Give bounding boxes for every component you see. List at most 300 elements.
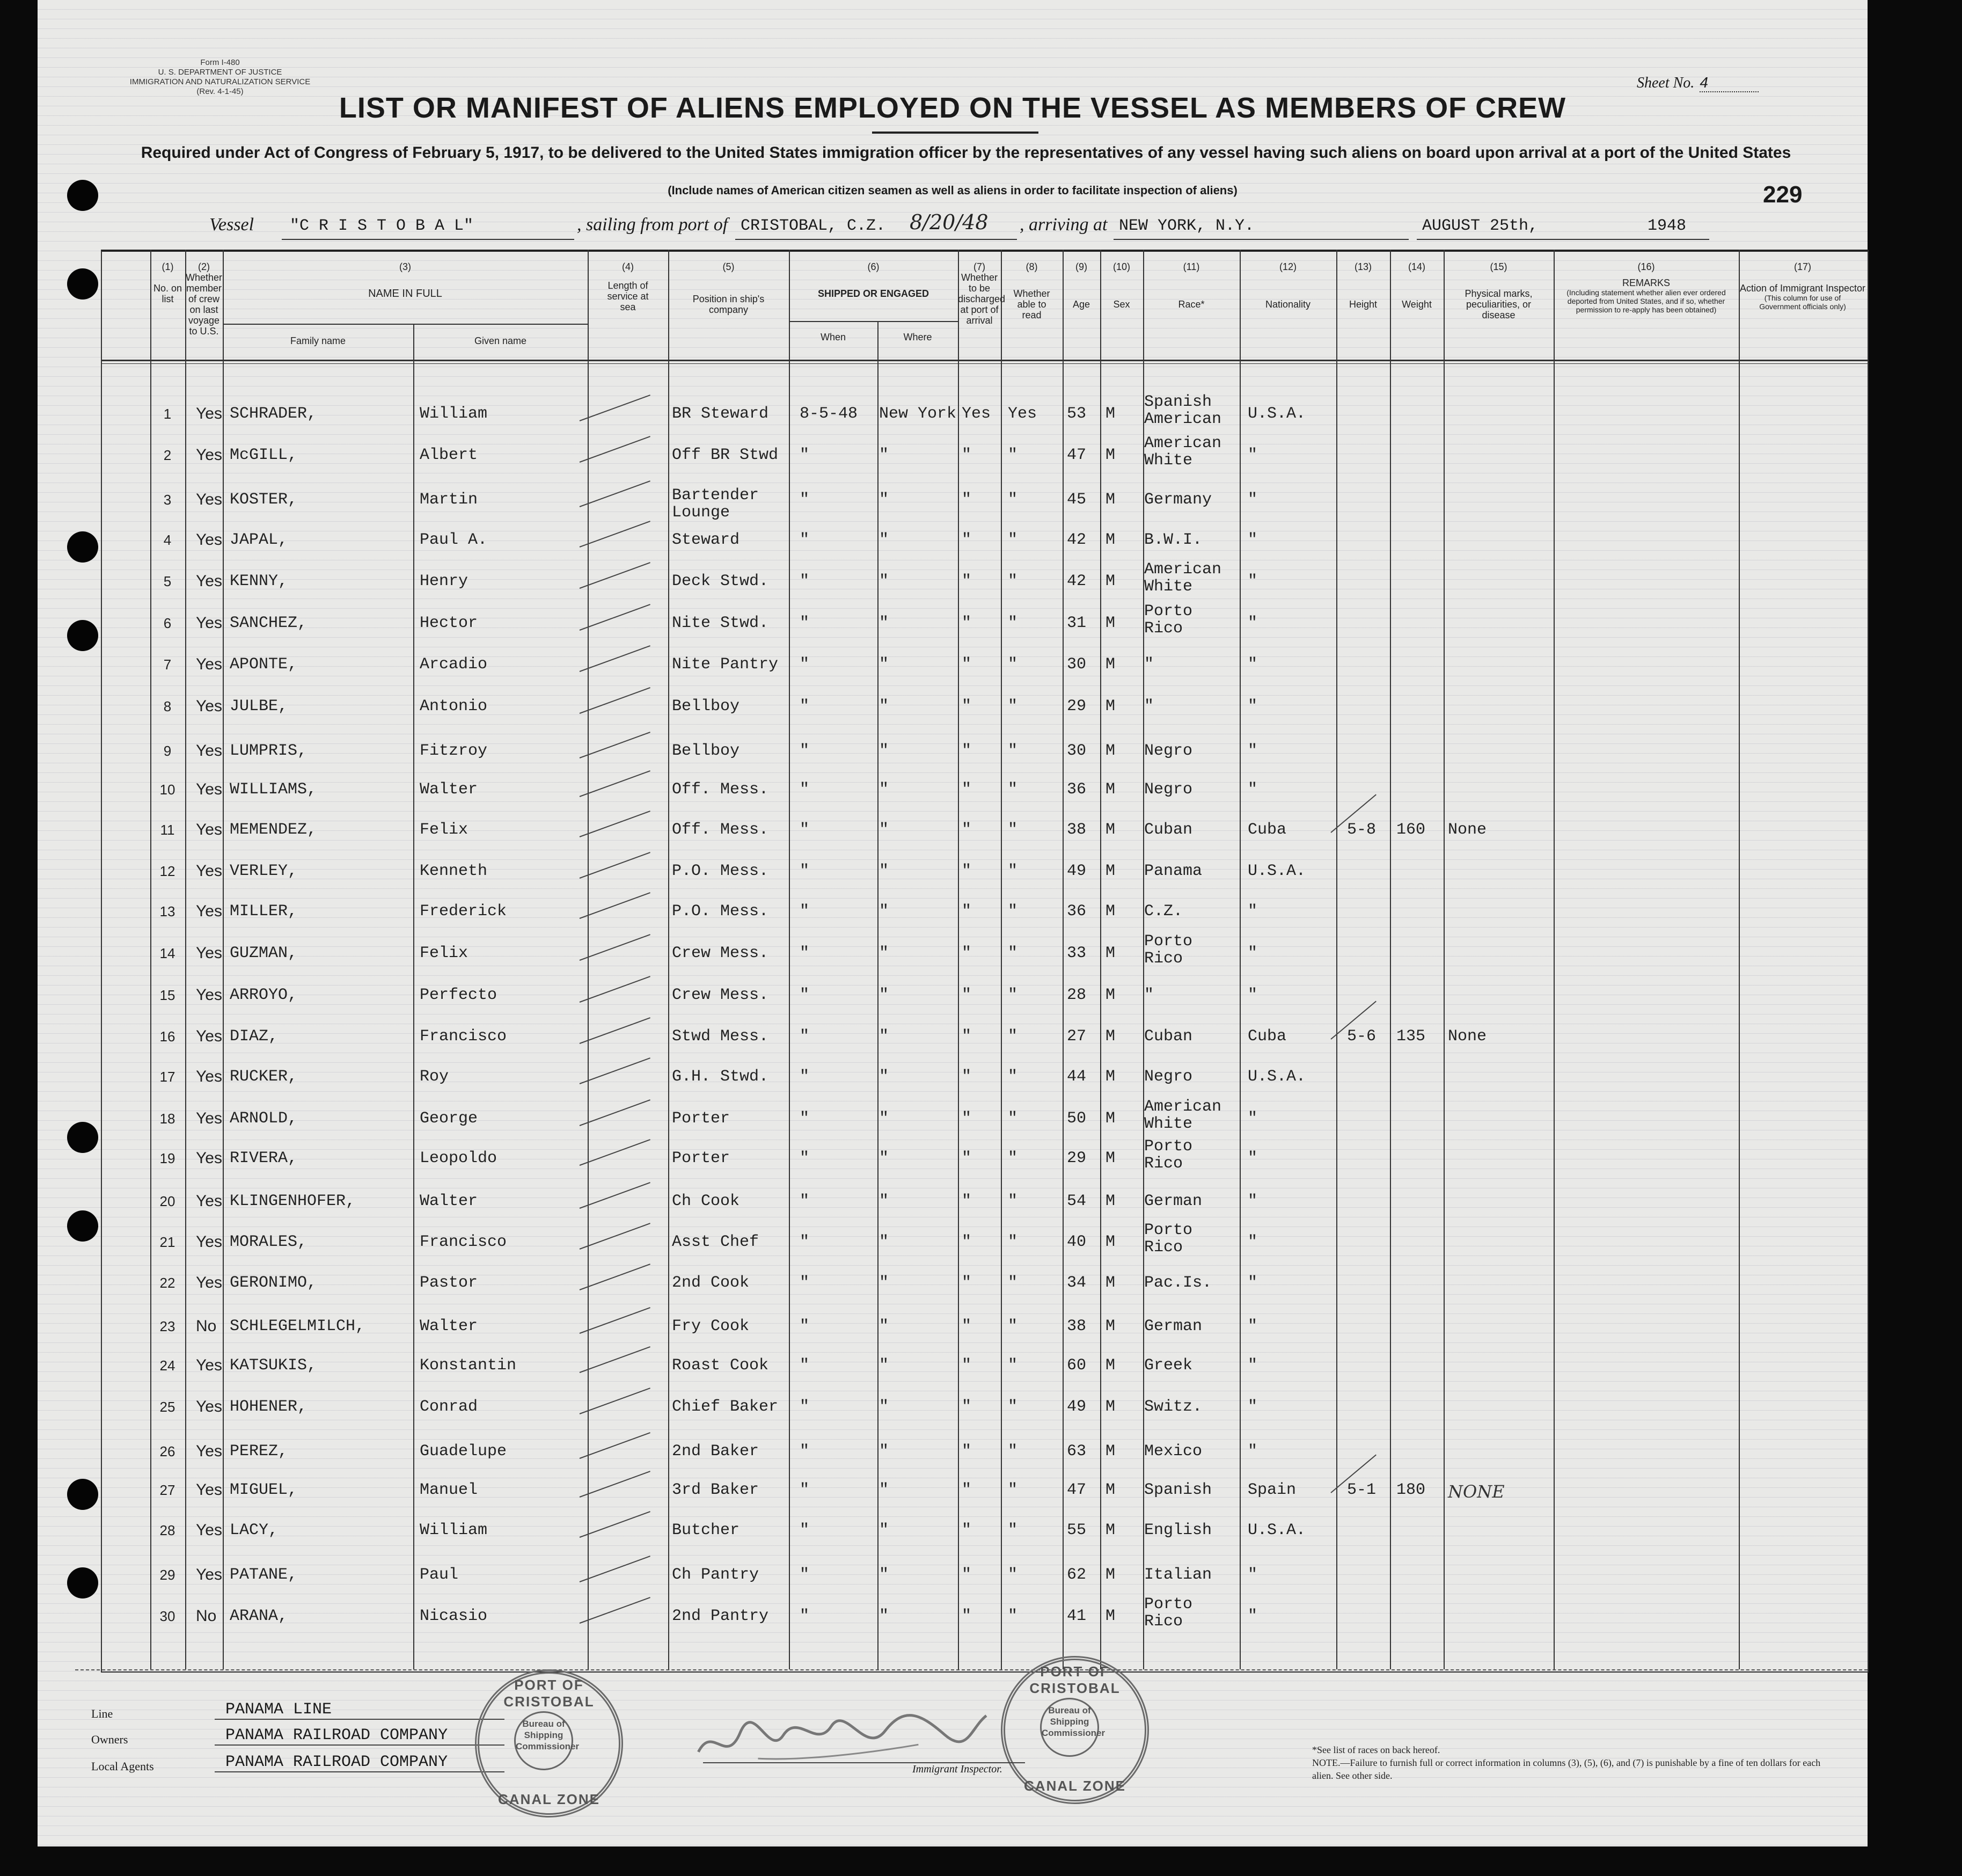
cell-position: Off BR Stwd bbox=[672, 446, 779, 464]
cell-nationality: " bbox=[1248, 1317, 1258, 1335]
cell-nationality: U.S.A. bbox=[1248, 405, 1306, 423]
cell-when: " bbox=[800, 1068, 810, 1086]
cell-discharged: " bbox=[962, 697, 972, 716]
cell-age: 31 bbox=[1067, 614, 1087, 632]
cell-read: " bbox=[1008, 742, 1018, 760]
cell-race: American White bbox=[1144, 1098, 1222, 1133]
cell-read: " bbox=[1008, 944, 1018, 962]
cell-read: " bbox=[1008, 1149, 1018, 1167]
cell-when: " bbox=[800, 1149, 810, 1167]
header-race: (11) Race* bbox=[1178, 261, 1205, 310]
cell-age: 30 bbox=[1067, 655, 1087, 674]
cell-nationality: " bbox=[1248, 1274, 1258, 1292]
arrival-port: NEW YORK, N.Y. bbox=[1119, 217, 1255, 235]
cell-no: 24 bbox=[159, 1357, 175, 1374]
header-shipped: (6) SHIPPED OR ENGAGED bbox=[817, 261, 929, 299]
cell-race: Porto Rico bbox=[1144, 1595, 1193, 1631]
crew-table bbox=[101, 250, 1869, 1673]
cell-where: " bbox=[879, 614, 889, 632]
cell-discharged: " bbox=[962, 1607, 972, 1625]
cell-discharged: " bbox=[962, 1068, 972, 1086]
cell-nationality: Spain bbox=[1248, 1481, 1297, 1499]
cell-sex: M bbox=[1106, 1566, 1116, 1584]
cell-position: Butcher bbox=[672, 1521, 740, 1539]
cell-crew: Yes bbox=[196, 1233, 222, 1251]
cell-family: RUCKER, bbox=[230, 1068, 298, 1086]
cell-given: Felix bbox=[420, 821, 468, 839]
arrival-date: AUGUST 25th, bbox=[1422, 217, 1539, 235]
cell-crew: Yes bbox=[196, 821, 222, 838]
header-crew: (2) Whether member of crew on last voyage to U.S. bbox=[185, 261, 223, 337]
cell-sex: M bbox=[1106, 1481, 1116, 1499]
cell-sex: M bbox=[1106, 1149, 1116, 1167]
sheet-label: Sheet No. bbox=[1637, 75, 1695, 91]
cell-sex: M bbox=[1106, 1068, 1116, 1086]
cell-position: Bartender Lounge bbox=[672, 486, 759, 522]
cell-race: Cuban bbox=[1144, 821, 1193, 839]
cell-race: Mexico bbox=[1144, 1442, 1203, 1461]
cell-where: " bbox=[879, 780, 889, 799]
cell-position: Deck Stwd. bbox=[672, 572, 769, 590]
col-divider bbox=[1063, 250, 1064, 1669]
cell-family: APONTE, bbox=[230, 655, 298, 674]
cell-given: Walter bbox=[420, 1192, 478, 1210]
cell-position: Stwd Mess. bbox=[672, 1027, 769, 1046]
cell-crew: Yes bbox=[196, 902, 222, 920]
cell-when: " bbox=[800, 1027, 810, 1046]
cell-read: " bbox=[1008, 780, 1018, 799]
cell-crew: Yes bbox=[196, 491, 222, 508]
cell-age: 34 bbox=[1067, 1274, 1087, 1292]
cell-age: 30 bbox=[1067, 742, 1087, 760]
col-divider bbox=[1336, 250, 1337, 1669]
sailing-label: , sailing from port of bbox=[577, 215, 728, 235]
cell-position: Bellboy bbox=[672, 742, 740, 760]
col-divider bbox=[1100, 250, 1101, 1669]
cell-no: 1 bbox=[163, 406, 172, 422]
footnote bbox=[1312, 1743, 1838, 1782]
races-note: *See list of races on back hereof. bbox=[1312, 1744, 1440, 1755]
cell-race: American White bbox=[1144, 434, 1222, 470]
cell-where: " bbox=[879, 1027, 889, 1046]
cell-given: Nicasio bbox=[420, 1607, 488, 1625]
cell-position: Crew Mess. bbox=[672, 944, 769, 962]
cell-given: George bbox=[420, 1109, 478, 1128]
col-divider bbox=[668, 250, 669, 1669]
cell-race: Spanish bbox=[1144, 1481, 1212, 1499]
cell-discharged: " bbox=[962, 1109, 972, 1128]
cell-age: 42 bbox=[1067, 531, 1087, 549]
cell-age: 49 bbox=[1067, 1398, 1087, 1416]
cell-age: 55 bbox=[1067, 1521, 1087, 1539]
cell-position: Nite Pantry bbox=[672, 655, 779, 674]
cell-where: " bbox=[879, 1356, 889, 1375]
cell-sex: M bbox=[1106, 572, 1116, 590]
cell-race: Italian bbox=[1144, 1566, 1212, 1584]
shipped-subheader-line bbox=[789, 321, 958, 322]
cell-where: " bbox=[879, 902, 889, 921]
cell-when: 8-5-48 bbox=[800, 405, 858, 423]
cell-family: LACY, bbox=[230, 1521, 279, 1539]
cell-race: " bbox=[1144, 986, 1154, 1004]
cell-sex: M bbox=[1106, 697, 1116, 716]
sheet-value: 4 bbox=[1700, 74, 1759, 92]
cell-position: P.O. Mess. bbox=[672, 902, 769, 921]
punch-hole bbox=[67, 620, 98, 651]
cell-when: " bbox=[800, 697, 810, 716]
cell-race: Cuban bbox=[1144, 1027, 1193, 1046]
header-physical-marks: (15) Physical marks, peculiarities, or disease bbox=[1465, 261, 1533, 320]
cell-discharged: " bbox=[962, 491, 972, 509]
cell-discharged: " bbox=[962, 1027, 972, 1046]
cell-when: " bbox=[800, 1233, 810, 1251]
cell-age: 28 bbox=[1067, 986, 1087, 1004]
col-divider bbox=[1554, 250, 1555, 1669]
cell-nationality: " bbox=[1248, 614, 1258, 632]
cell-position: Fry Cook bbox=[672, 1317, 750, 1335]
cell-read: " bbox=[1008, 1109, 1018, 1128]
cell-where: " bbox=[879, 986, 889, 1004]
cell-where: " bbox=[879, 821, 889, 839]
cell-sex: M bbox=[1106, 1027, 1116, 1046]
cell-position: Porter bbox=[672, 1109, 730, 1128]
cell-crew: Yes bbox=[196, 742, 222, 760]
cell-sex: M bbox=[1106, 1521, 1116, 1539]
table-end-line bbox=[75, 1669, 1868, 1670]
cell-race: Porto Rico bbox=[1144, 1221, 1193, 1257]
cell-position: Roast Cook bbox=[672, 1356, 769, 1375]
cell-crew: Yes bbox=[196, 1566, 222, 1583]
cell-discharged: " bbox=[962, 862, 972, 880]
cell-crew: Yes bbox=[196, 944, 222, 962]
departure-port: CRISTOBAL, C.Z. bbox=[741, 217, 886, 235]
cell-discharged: " bbox=[962, 902, 972, 921]
cell-race: Pac.Is. bbox=[1144, 1274, 1212, 1292]
cell-nationality: Cuba bbox=[1248, 1027, 1287, 1046]
cell-sex: M bbox=[1106, 1233, 1116, 1251]
cell-crew: Yes bbox=[196, 780, 222, 798]
cell-no: 17 bbox=[159, 1069, 175, 1085]
cell-family: ARANA, bbox=[230, 1607, 288, 1625]
port-seal-right: PORT OF CRISTOBAL Bureau of Shipping Commissioner CANAL ZONE bbox=[1001, 1656, 1149, 1804]
cell-family: ARROYO, bbox=[230, 986, 298, 1004]
cell-nationality: " bbox=[1248, 780, 1258, 799]
cell-where: " bbox=[879, 1481, 889, 1499]
header-nationality: (12) Nationality bbox=[1265, 261, 1311, 310]
col-divider bbox=[1390, 250, 1391, 1669]
header-height: (13) Height bbox=[1349, 261, 1378, 310]
cell-discharged: " bbox=[962, 1566, 972, 1584]
cell-where: " bbox=[879, 1233, 889, 1251]
cell-given: Pastor bbox=[420, 1274, 478, 1292]
cell-nationality: " bbox=[1248, 1607, 1258, 1625]
cell-discharged: " bbox=[962, 780, 972, 799]
cell-discharged: " bbox=[962, 655, 972, 674]
cell-given: Antonio bbox=[420, 697, 488, 716]
cell-age: 29 bbox=[1067, 1149, 1087, 1167]
cell-no: 7 bbox=[163, 656, 172, 673]
cell-given: Walter bbox=[420, 780, 478, 799]
cell-race: Switz. bbox=[1144, 1398, 1203, 1416]
cell-no: 12 bbox=[159, 863, 175, 879]
cell-when: " bbox=[800, 572, 810, 590]
cell-family: WILLIAMS, bbox=[230, 780, 317, 799]
cell-given: Paul A. bbox=[420, 531, 488, 549]
title-rule bbox=[872, 132, 1038, 134]
cell-age: 63 bbox=[1067, 1442, 1087, 1461]
cell-when: " bbox=[800, 780, 810, 799]
cell-read: " bbox=[1008, 1481, 1018, 1499]
cell-height: 5-1 bbox=[1347, 1481, 1377, 1499]
cell-position: Crew Mess. bbox=[672, 986, 769, 1004]
cell-read: " bbox=[1008, 1233, 1018, 1251]
cell-family: SCHLEGELMILCH, bbox=[230, 1317, 365, 1335]
cell-family: JAPAL, bbox=[230, 531, 288, 549]
cell-position: Asst Chef bbox=[672, 1233, 759, 1251]
cell-race: " bbox=[1144, 697, 1154, 716]
cell-nationality: " bbox=[1248, 944, 1258, 962]
cell-crew: Yes bbox=[196, 1192, 222, 1210]
cell-family: McGILL, bbox=[230, 446, 298, 464]
cell-where: " bbox=[879, 572, 889, 590]
cell-when: " bbox=[800, 614, 810, 632]
cell-age: 33 bbox=[1067, 944, 1087, 962]
cell-position: Off. Mess. bbox=[672, 821, 769, 839]
cell-sex: M bbox=[1106, 1109, 1116, 1128]
cell-sex: M bbox=[1106, 1398, 1116, 1416]
header-discharged: (7) Whether to be discharged at port of arrival bbox=[958, 261, 1006, 326]
cell-discharged: " bbox=[962, 1481, 972, 1499]
cell-when: " bbox=[800, 491, 810, 509]
cell-where: " bbox=[879, 1192, 889, 1210]
agents-label: Local Agents bbox=[91, 1760, 154, 1773]
cell-read: " bbox=[1008, 1521, 1018, 1539]
cell-nationality: " bbox=[1248, 697, 1258, 716]
cell-no: 16 bbox=[159, 1028, 175, 1045]
cell-crew: No bbox=[196, 1607, 217, 1625]
cell-discharged: " bbox=[962, 1317, 972, 1335]
punch-hole bbox=[67, 531, 98, 563]
cell-read: " bbox=[1008, 491, 1018, 509]
cell-position: Ch Pantry bbox=[672, 1566, 759, 1584]
cell-given: Perfecto bbox=[420, 986, 497, 1004]
cell-crew: Yes bbox=[196, 862, 222, 880]
cell-discharged: " bbox=[962, 1149, 972, 1167]
cell-discharged: " bbox=[962, 531, 972, 549]
port-underline bbox=[735, 239, 1017, 240]
cell-given: Guadelupe bbox=[420, 1442, 507, 1461]
cell-sex: M bbox=[1106, 531, 1116, 549]
cell-position: Ch Cook bbox=[672, 1192, 740, 1210]
cell-no: 5 bbox=[163, 573, 172, 589]
arrival-underline bbox=[1114, 239, 1409, 240]
cell-family: KLINGENHOFER, bbox=[230, 1192, 356, 1210]
page-title: LIST OR MANIFEST OF ALIENS EMPLOYED ON THE VESSEL AS MEMBERS OF CREW bbox=[339, 92, 1566, 124]
cell-sex: M bbox=[1106, 491, 1116, 509]
cell-nationality: U.S.A. bbox=[1248, 862, 1306, 880]
cell-read: " bbox=[1008, 986, 1018, 1004]
cell-family: GUZMAN, bbox=[230, 944, 298, 962]
col-divider bbox=[588, 250, 589, 1669]
cell-race: German bbox=[1144, 1192, 1203, 1210]
col-divider bbox=[1001, 250, 1002, 1669]
cell-given: Roy bbox=[420, 1068, 449, 1086]
cell-age: 47 bbox=[1067, 446, 1087, 464]
cell-sex: M bbox=[1106, 742, 1116, 760]
header-no: (1) No. on list bbox=[153, 261, 182, 304]
cell-position: Steward bbox=[672, 531, 740, 549]
vessel-underline bbox=[282, 239, 574, 240]
cell-read: " bbox=[1008, 572, 1018, 590]
cell-when: " bbox=[800, 655, 810, 674]
cell-nationality: " bbox=[1248, 1233, 1258, 1251]
cell-when: " bbox=[800, 1109, 810, 1128]
vessel-label: Vessel bbox=[209, 215, 254, 235]
col-divider bbox=[1240, 250, 1241, 1669]
cell-crew: Yes bbox=[196, 1027, 222, 1045]
header-read: (8) Whether able to read bbox=[1013, 261, 1050, 320]
cell-crew: Yes bbox=[196, 1149, 222, 1167]
cell-age: 29 bbox=[1067, 697, 1087, 716]
cell-where: " bbox=[879, 1442, 889, 1461]
col-divider bbox=[877, 322, 878, 1669]
penalty-note: NOTE.—Failure to furnish full or correct information in columns (3), (5), (6), and (7) is punishable by a fine of ten dollars for each alien. See other side. bbox=[1312, 1757, 1821, 1781]
cell-position: 3rd Baker bbox=[672, 1481, 759, 1499]
cell-race: Germany bbox=[1144, 491, 1212, 509]
cell-sex: M bbox=[1106, 902, 1116, 921]
cell-discharged: " bbox=[962, 944, 972, 962]
cell-position: Bellboy bbox=[672, 697, 740, 716]
cell-sex: M bbox=[1106, 862, 1116, 880]
cell-age: 60 bbox=[1067, 1356, 1087, 1375]
cell-given: William bbox=[420, 405, 488, 423]
punch-hole bbox=[67, 268, 98, 300]
header-action: (17) Action of Immigrant Inspector (This column for use of Government officials only) bbox=[1739, 261, 1866, 311]
cell-crew: Yes bbox=[196, 405, 222, 422]
manifest-sheet bbox=[38, 0, 1868, 1846]
cell-position: Porter bbox=[672, 1149, 730, 1167]
header-position: (5) Position in ship's company bbox=[692, 261, 765, 315]
cell-discharged: " bbox=[962, 1356, 972, 1375]
cell-race: English bbox=[1144, 1521, 1212, 1539]
cell-race: Porto Rico bbox=[1144, 932, 1193, 968]
cell-given: Martin bbox=[420, 491, 478, 509]
name-subheader-line bbox=[223, 324, 588, 325]
cell-no: 6 bbox=[163, 615, 172, 631]
cell-when: " bbox=[800, 1398, 810, 1416]
cell-read: " bbox=[1008, 1027, 1018, 1046]
cell-read: " bbox=[1008, 1317, 1018, 1335]
cell-no: 2 bbox=[163, 447, 172, 463]
cell-race: German bbox=[1144, 1317, 1203, 1335]
cell-race: American White bbox=[1144, 560, 1222, 596]
cell-when: " bbox=[800, 1607, 810, 1625]
owners-value: PANAMA RAILROAD COMPANY bbox=[225, 1726, 448, 1744]
header-age: (9) Age bbox=[1072, 261, 1090, 310]
cell-crew: Yes bbox=[196, 531, 222, 549]
cell-no: 18 bbox=[159, 1111, 175, 1127]
cell-race: Porto Rico bbox=[1144, 602, 1193, 638]
cell-no: 15 bbox=[159, 987, 175, 1003]
cell-discharged: " bbox=[962, 1521, 972, 1539]
cell-nationality: " bbox=[1248, 742, 1258, 760]
cell-sex: M bbox=[1106, 446, 1116, 464]
cell-family: MIGUEL, bbox=[230, 1481, 298, 1499]
cell-when: " bbox=[800, 1442, 810, 1461]
cell-position: Nite Stwd. bbox=[672, 614, 769, 632]
col-divider bbox=[1739, 250, 1740, 1669]
cell-nationality: " bbox=[1248, 572, 1258, 590]
cell-no: 30 bbox=[159, 1608, 175, 1624]
cell-where: " bbox=[879, 1109, 889, 1128]
cell-when: " bbox=[800, 1274, 810, 1292]
cell-age: 47 bbox=[1067, 1481, 1087, 1499]
cell-sex: M bbox=[1106, 1317, 1116, 1335]
cell-crew: Yes bbox=[196, 1356, 222, 1374]
cell-no: 20 bbox=[159, 1193, 175, 1209]
cell-nationality: " bbox=[1248, 531, 1258, 549]
cell-where: " bbox=[879, 531, 889, 549]
header-name: (3) NAME IN FULL bbox=[368, 261, 442, 300]
cell-read: " bbox=[1008, 821, 1018, 839]
cell-where: New York bbox=[879, 405, 957, 423]
cell-read: Yes bbox=[1008, 405, 1037, 423]
cell-no: 22 bbox=[159, 1275, 175, 1291]
cell-position: 2nd Cook bbox=[672, 1274, 750, 1292]
handwritten-date: 8/20/48 bbox=[910, 210, 989, 234]
cell-race: B.W.I. bbox=[1144, 531, 1203, 549]
cell-family: KOSTER, bbox=[230, 491, 298, 509]
cell-family: SCHRADER, bbox=[230, 405, 317, 423]
cell-nationality: " bbox=[1248, 1192, 1258, 1210]
inspector-label: Immigrant Inspector. bbox=[912, 1763, 1002, 1775]
cell-given: Manuel bbox=[420, 1481, 478, 1499]
line-value: PANAMA LINE bbox=[225, 1700, 332, 1719]
cell-weight: 160 bbox=[1396, 821, 1426, 839]
cell-discharged: " bbox=[962, 742, 972, 760]
cell-position: BR Steward bbox=[672, 405, 769, 423]
cell-position: G.H. Stwd. bbox=[672, 1068, 769, 1086]
cell-family: MORALES, bbox=[230, 1233, 308, 1251]
cell-given: William bbox=[420, 1521, 488, 1539]
cell-no: 23 bbox=[159, 1318, 175, 1334]
cell-family: HOHENER, bbox=[230, 1398, 308, 1416]
cell-given: Francisco bbox=[420, 1233, 507, 1251]
cell-read: " bbox=[1008, 1398, 1018, 1416]
cell-read: " bbox=[1008, 697, 1018, 716]
cell-no: 11 bbox=[160, 822, 175, 838]
cell-age: 44 bbox=[1067, 1068, 1087, 1086]
cell-given: Kenneth bbox=[420, 862, 488, 880]
header-remarks: (16) REMARKS (Including statement whether alien ever ordered deported from United States, and if so, whether permission to re-apply has been obtained) bbox=[1566, 261, 1726, 314]
cell-sex: M bbox=[1106, 1607, 1116, 1625]
cell-no: 27 bbox=[159, 1482, 175, 1498]
cell-race: Negro bbox=[1144, 742, 1193, 760]
line-label: Line bbox=[91, 1707, 113, 1720]
col-divider bbox=[789, 250, 790, 1669]
inspector-underline bbox=[703, 1762, 1025, 1763]
cell-when: " bbox=[800, 1481, 810, 1499]
cell-read: " bbox=[1008, 446, 1018, 464]
cell-read: " bbox=[1008, 1442, 1018, 1461]
cell-when: " bbox=[800, 446, 810, 464]
cell-nationality: " bbox=[1248, 1566, 1258, 1584]
cell-position: 2nd Pantry bbox=[672, 1607, 769, 1625]
cell-race: Porto Rico bbox=[1144, 1137, 1193, 1173]
cell-when: " bbox=[800, 1356, 810, 1375]
cell-weight: 135 bbox=[1396, 1027, 1426, 1046]
cell-nationality: " bbox=[1248, 1398, 1258, 1416]
